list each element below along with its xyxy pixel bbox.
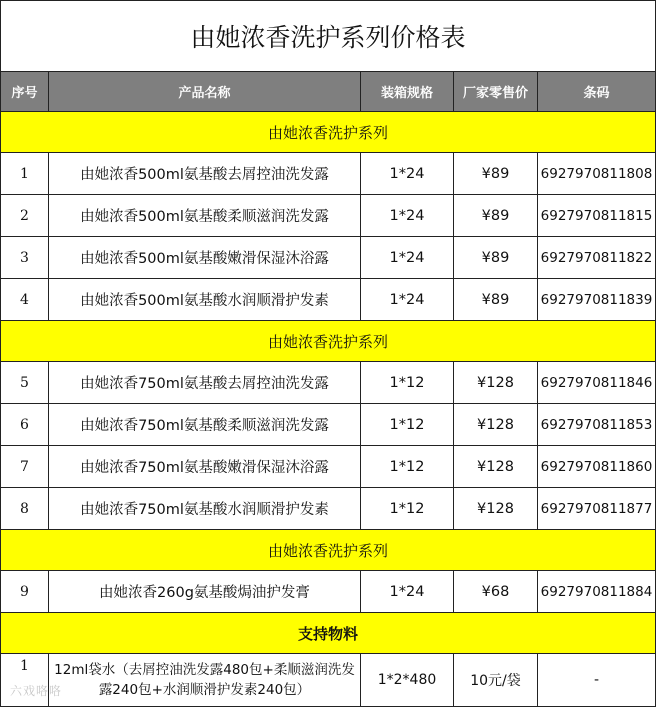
row-barcode: 6927970811860 <box>538 446 656 488</box>
header-product: 产品名称 <box>49 72 361 112</box>
row-index: 2 <box>1 195 49 237</box>
section-row <box>1 112 656 153</box>
table-row <box>1 488 656 530</box>
section-row <box>1 613 656 654</box>
row-packing: 1*24 <box>361 571 454 613</box>
row-product-name: 由她浓香260g氨基酸焗油护发膏 <box>49 571 361 613</box>
table-row <box>1 362 656 404</box>
row-product-name: 由她浓香500ml氨基酸去屑控油洗发露 <box>49 153 361 195</box>
row-product-name: 由她浓香500ml氨基酸水润顺滑护发素 <box>49 279 361 321</box>
row-barcode: 6927970811822 <box>538 237 656 279</box>
table-row <box>1 153 656 195</box>
section-label: 由她浓香洗护系列 <box>1 530 656 571</box>
row-barcode: 6927970811884 <box>538 571 656 613</box>
row-price: ¥89 <box>454 237 538 279</box>
header-row <box>1 72 656 112</box>
header-barcode: 条码 <box>538 72 656 112</box>
row-packing: 1*24 <box>361 237 454 279</box>
section-label: 由她浓香洗护系列 <box>1 112 656 153</box>
section-label: 由她浓香洗护系列 <box>1 321 656 362</box>
row-price: ¥89 <box>454 279 538 321</box>
row-index: 1 <box>1 654 49 707</box>
row-product-name: 12ml袋水（去屑控油洗发露480包+柔顺滋润洗发露240包+水润顺滑护发素240包） <box>49 654 361 707</box>
row-barcode: 6927970811815 <box>538 195 656 237</box>
row-packing: 1*2*480 <box>361 654 454 707</box>
header-index: 序号 <box>1 72 49 112</box>
watermark: 六戏咯咯 <box>10 684 63 698</box>
row-price: ¥128 <box>454 362 538 404</box>
row-price: ¥89 <box>454 153 538 195</box>
header-price: 厂家零售价 <box>454 72 538 112</box>
row-barcode: 6927970811846 <box>538 362 656 404</box>
row-price: ¥128 <box>454 446 538 488</box>
row-barcode: 6927970811808 <box>538 153 656 195</box>
row-index: 6 <box>1 404 49 446</box>
title-row <box>1 1 656 72</box>
row-index: 4 <box>1 279 49 321</box>
section-row <box>1 321 656 362</box>
table-row <box>1 654 656 707</box>
sheet-title: 由她浓香洗护系列价格表 <box>1 1 656 72</box>
row-index: 3 <box>1 237 49 279</box>
row-packing: 1*12 <box>361 404 454 446</box>
row-price: ¥89 <box>454 195 538 237</box>
row-index: 1 <box>1 153 49 195</box>
row-price: ¥128 <box>454 488 538 530</box>
row-index: 7 <box>1 446 49 488</box>
row-index: 5 <box>1 362 49 404</box>
row-price: ¥68 <box>454 571 538 613</box>
row-barcode: - <box>538 654 656 707</box>
row-index: 9 <box>1 571 49 613</box>
row-packing: 1*12 <box>361 362 454 404</box>
row-barcode: 6927970811877 <box>538 488 656 530</box>
row-packing: 1*24 <box>361 279 454 321</box>
row-product-name: 由她浓香750ml氨基酸去屑控油洗发露 <box>49 362 361 404</box>
row-price: 10元/袋 <box>454 654 538 707</box>
row-barcode: 6927970811839 <box>538 279 656 321</box>
table-row <box>1 404 656 446</box>
section-label: 支持物料 <box>1 613 656 654</box>
row-product-name: 由她浓香750ml氨基酸嫩滑保湿沐浴露 <box>49 446 361 488</box>
table-row <box>1 237 656 279</box>
table-row <box>1 195 656 237</box>
section-row <box>1 530 656 571</box>
price-table-body <box>1 1 656 707</box>
row-product-name: 由她浓香750ml氨基酸柔顺滋润洗发露 <box>49 404 361 446</box>
row-product-name: 由她浓香500ml氨基酸柔顺滋润洗发露 <box>49 195 361 237</box>
table-row <box>1 571 656 613</box>
row-barcode: 6927970811853 <box>538 404 656 446</box>
row-packing: 1*24 <box>361 195 454 237</box>
row-index: 8 <box>1 488 49 530</box>
table-row <box>1 279 656 321</box>
row-packing: 1*12 <box>361 446 454 488</box>
header-packing: 装箱规格 <box>361 72 454 112</box>
row-product-name: 由她浓香750ml氨基酸水润顺滑护发素 <box>49 488 361 530</box>
table-row <box>1 446 656 488</box>
row-packing: 1*24 <box>361 153 454 195</box>
row-product-name: 由她浓香500ml氨基酸嫩滑保湿沐浴露 <box>49 237 361 279</box>
row-price: ¥128 <box>454 404 538 446</box>
row-packing: 1*12 <box>361 488 454 530</box>
